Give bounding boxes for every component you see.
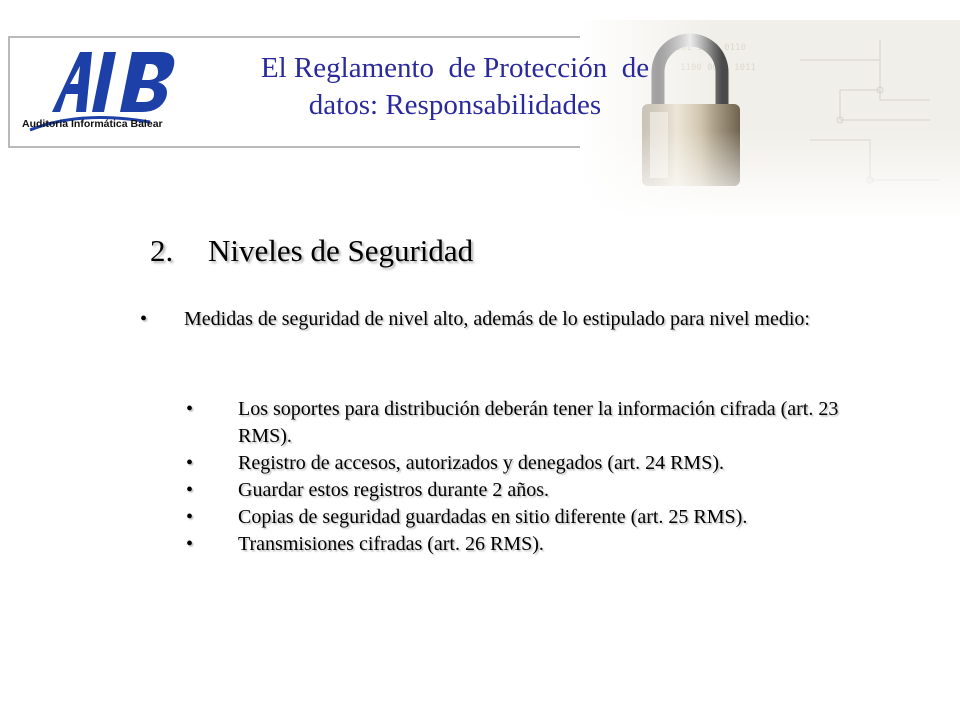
title-line-2: datos: Responsabilidades — [308, 89, 602, 121]
title-line-1: El Reglamento de Protección de — [260, 52, 650, 84]
list-item — [186, 450, 886, 477]
list-item-text: Guardar estos registros durante 2 años. — [238, 479, 550, 501]
list-item-text: Transmisiones cifradas (art. 26 RMS). — [238, 533, 544, 555]
logo-caption: Auditoria Informática Balear — [22, 118, 163, 130]
list-item — [186, 396, 886, 450]
section-heading — [150, 233, 473, 269]
section-number: 2. — [150, 233, 174, 268]
list-item — [186, 531, 886, 558]
list-item — [186, 504, 886, 531]
section-title: Niveles de Seguridad — [208, 233, 474, 268]
main-bullet-text: Medidas de seguridad de nivel alto, además de lo estipulado para nivel medio: — [184, 308, 810, 330]
list-item-text: Registro de accesos, autorizados y denegados (art. 24 RMS). — [238, 452, 724, 474]
bullet-glyph: • — [186, 479, 194, 501]
bullet-glyph: • — [186, 506, 194, 528]
list-item — [186, 477, 886, 504]
bullet-glyph: • — [186, 398, 194, 420]
bullet-glyph: • — [140, 308, 148, 330]
page-title — [210, 50, 700, 124]
bullet-glyph: • — [186, 452, 194, 474]
sub-bullet-list — [186, 396, 886, 558]
bullet-glyph: • — [186, 533, 194, 555]
list-item-text: Copias de seguridad guardadas en sitio diferente (art. 25 RMS). — [238, 506, 748, 528]
list-item-text: Los soportes para distribución deberán tener la información cifrada (art. 23 RMS). — [238, 398, 839, 447]
